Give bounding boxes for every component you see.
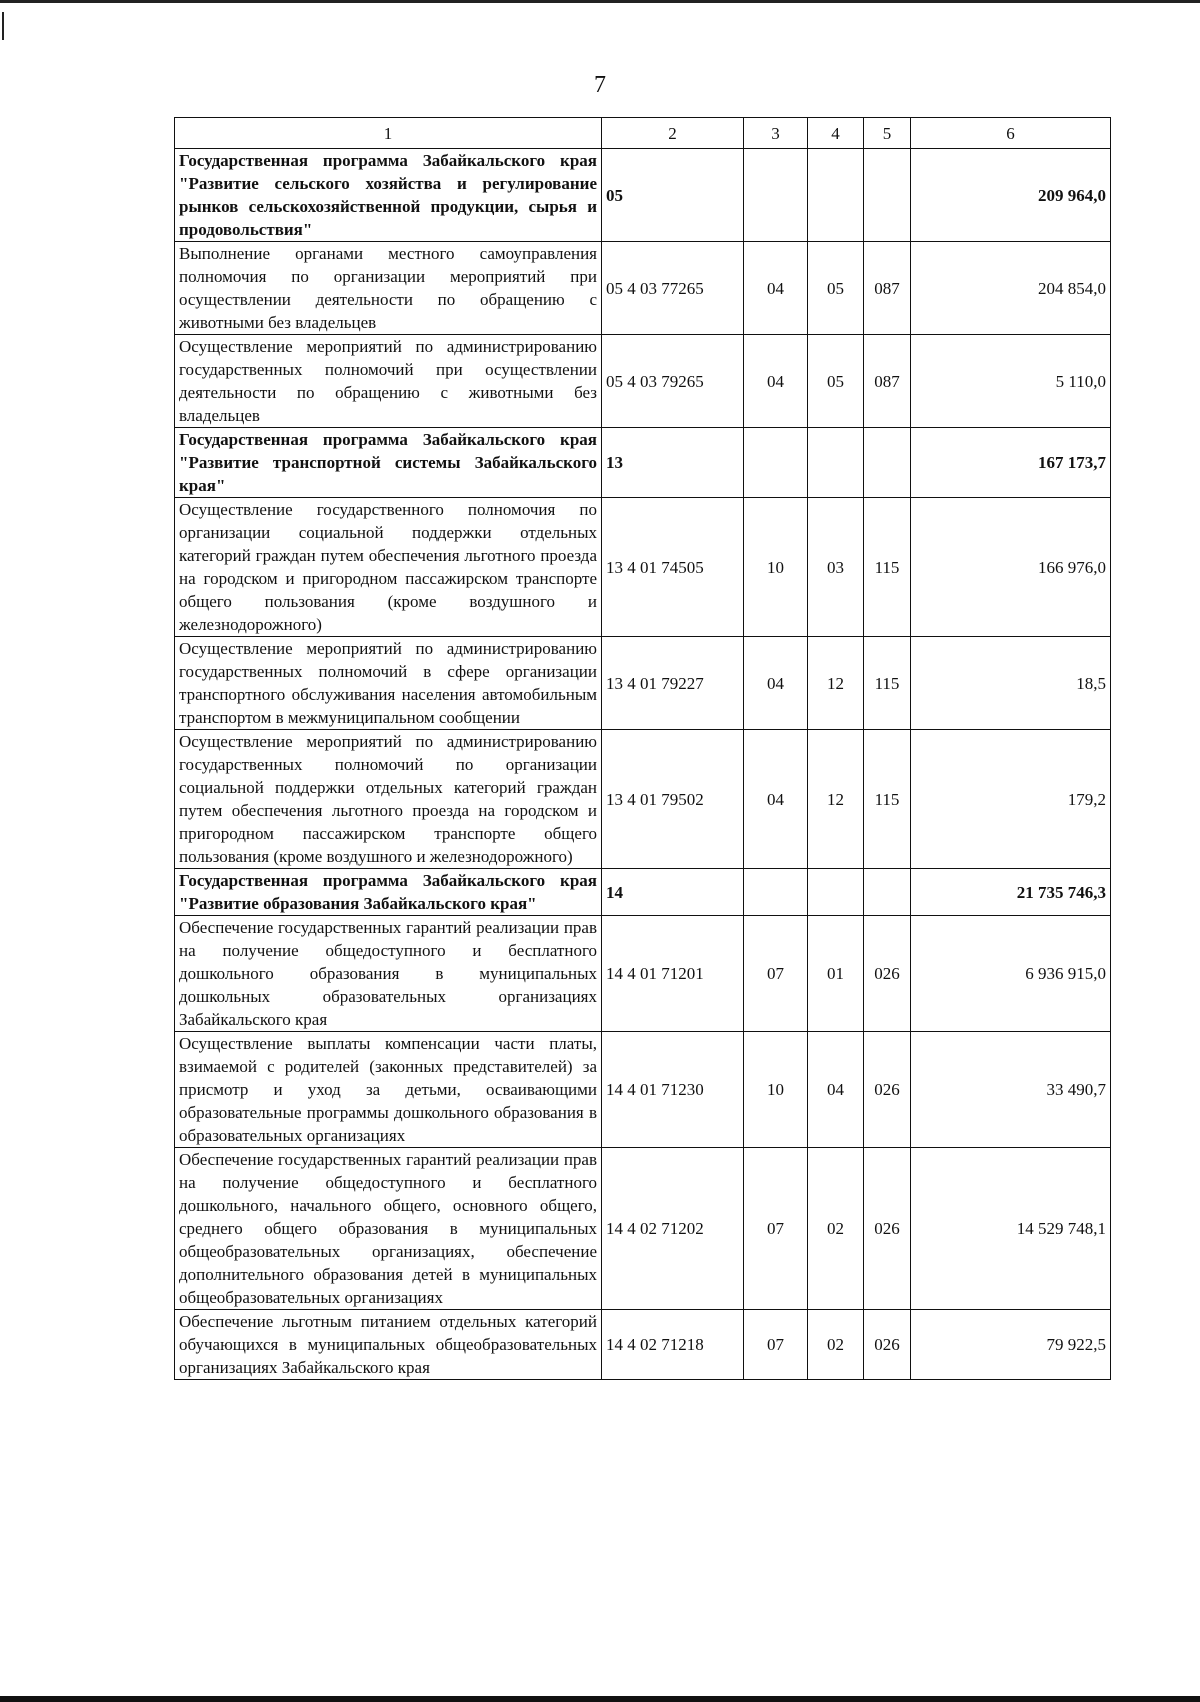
header-col-1: 1 (175, 118, 602, 149)
row-col3 (744, 149, 808, 242)
row-name: Обеспечение государственных гарантий реализации прав на получение общедоступного и бесплатного дошкольного, начального общего, основного общего, среднего общего образования в муниципальных общеобразовательных организациях, обеспечение дополнительного образования детей в муниципальных общеобразовательных организациях (175, 1148, 602, 1310)
row-col5: 115 (864, 637, 911, 730)
page-number: 7 (594, 72, 606, 98)
row-col4: 01 (808, 916, 864, 1032)
row-col4: 12 (808, 730, 864, 869)
row-col4: 02 (808, 1310, 864, 1380)
table-row (175, 916, 1111, 1032)
row-col3: 07 (744, 916, 808, 1032)
row-col5: 026 (864, 1148, 911, 1310)
header-col-6: 6 (911, 118, 1111, 149)
row-amount: 5 110,0 (911, 335, 1111, 428)
row-col3: 10 (744, 1032, 808, 1148)
row-code: 13 4 01 79502 (602, 730, 744, 869)
row-amount: 33 490,7 (911, 1032, 1111, 1148)
row-col5: 115 (864, 730, 911, 869)
row-code: 14 4 01 71201 (602, 916, 744, 1032)
row-col3: 04 (744, 637, 808, 730)
table-body (175, 149, 1111, 1380)
row-code: 05 4 03 77265 (602, 242, 744, 335)
row-col5: 026 (864, 916, 911, 1032)
table-row-program (175, 149, 1111, 242)
row-col5 (864, 428, 911, 498)
row-col5: 087 (864, 242, 911, 335)
table-row (175, 498, 1111, 637)
table-header (175, 118, 1111, 149)
header-col-4: 4 (808, 118, 864, 149)
row-name: Выполнение органами местного самоуправления полномочия по организации мероприятий при осуществлении деятельности по обращению с животными без владельцев (175, 242, 602, 335)
row-amount: 79 922,5 (911, 1310, 1111, 1380)
row-col3: 10 (744, 498, 808, 637)
row-amount: 14 529 748,1 (911, 1148, 1111, 1310)
row-col4 (808, 149, 864, 242)
row-col4: 05 (808, 242, 864, 335)
row-amount: 6 936 915,0 (911, 916, 1111, 1032)
row-amount: 209 964,0 (911, 149, 1111, 242)
row-code: 14 4 01 71230 (602, 1032, 744, 1148)
table-row (175, 1032, 1111, 1148)
row-col4 (808, 428, 864, 498)
row-col5 (864, 149, 911, 242)
header-col-3: 3 (744, 118, 808, 149)
scan-left-mark (2, 12, 4, 40)
row-code: 14 4 02 71218 (602, 1310, 744, 1380)
row-name: Обеспечение государственных гарантий реализации прав на получение общедоступного и бесплатного дошкольного образования в муниципальных дошкольных образовательных организациях Забайкальского края (175, 916, 602, 1032)
row-amount: 21 735 746,3 (911, 869, 1111, 916)
row-code: 14 (602, 869, 744, 916)
row-col5: 087 (864, 335, 911, 428)
row-col3: 04 (744, 242, 808, 335)
row-col3: 07 (744, 1148, 808, 1310)
row-name: Осуществление государственного полномочия по организации социальной поддержки отдельных категорий граждан путем обеспечения льготного проезда на городском и пригородном пассажирском транспорте общего пользования (кроме воздушного и железнодорожного) (175, 498, 602, 637)
row-name: Государственная программа Забайкальского края "Развитие сельского хозяйства и регулирование рынков сельскохозяйственной продукции, сырья и продовольствия" (175, 149, 602, 242)
table-row (175, 637, 1111, 730)
row-amount: 179,2 (911, 730, 1111, 869)
row-name: Осуществление мероприятий по администрированию государственных полномочий в сфере организации транспортного обслуживания населения автомобильным транспортом в межмуниципальном сообщении (175, 637, 602, 730)
row-col4: 03 (808, 498, 864, 637)
table-row (175, 1148, 1111, 1310)
row-col4: 12 (808, 637, 864, 730)
table-row (175, 335, 1111, 428)
row-col4 (808, 869, 864, 916)
row-col4: 05 (808, 335, 864, 428)
row-amount: 18,5 (911, 637, 1111, 730)
table-row (175, 730, 1111, 869)
row-code: 13 4 01 79227 (602, 637, 744, 730)
row-name: Осуществление выплаты компенсации части платы, взимаемой с родителей (законных представителей) за присмотр и уход за детьми, осваивающими образовательные программы дошкольного образования в образовательных организациях (175, 1032, 602, 1148)
row-name: Государственная программа Забайкальского края "Развитие образования Забайкальского края" (175, 869, 602, 916)
row-name: Государственная программа Забайкальского края "Развитие транспортной системы Забайкальского края" (175, 428, 602, 498)
table-row-program (175, 869, 1111, 916)
row-col3 (744, 869, 808, 916)
row-amount: 167 173,7 (911, 428, 1111, 498)
row-col5 (864, 869, 911, 916)
table-row (175, 242, 1111, 335)
scan-top-border (0, 0, 1200, 3)
row-amount: 166 976,0 (911, 498, 1111, 637)
row-code: 13 4 01 74505 (602, 498, 744, 637)
row-col5: 026 (864, 1032, 911, 1148)
row-code: 13 (602, 428, 744, 498)
table-row (175, 1310, 1111, 1380)
row-col3: 04 (744, 335, 808, 428)
row-name: Осуществление мероприятий по администрированию государственных полномочий при осуществлении деятельности по обращению с животными без владельцев (175, 335, 602, 428)
budget-table (174, 117, 1111, 1380)
row-amount: 204 854,0 (911, 242, 1111, 335)
table-row-program (175, 428, 1111, 498)
row-code: 05 4 03 79265 (602, 335, 744, 428)
row-code: 05 (602, 149, 744, 242)
row-col4: 04 (808, 1032, 864, 1148)
row-name: Осуществление мероприятий по администрированию государственных полномочий по организации социальной поддержки отдельных категорий граждан путем обеспечения льготного проезда на городском и пригородном пассажирском транспорте общего пользования (кроме воздушного и железнодорожного) (175, 730, 602, 869)
scan-bottom-border (0, 1696, 1200, 1702)
row-code: 14 4 02 71202 (602, 1148, 744, 1310)
row-col3: 04 (744, 730, 808, 869)
header-col-2: 2 (602, 118, 744, 149)
row-col5: 115 (864, 498, 911, 637)
row-col5: 026 (864, 1310, 911, 1380)
header-col-5: 5 (864, 118, 911, 149)
row-col3: 07 (744, 1310, 808, 1380)
row-col3 (744, 428, 808, 498)
row-name: Обеспечение льготным питанием отдельных категорий обучающихся в муниципальных общеобразовательных организациях Забайкальского края (175, 1310, 602, 1380)
table-header-row (175, 118, 1111, 149)
row-col4: 02 (808, 1148, 864, 1310)
